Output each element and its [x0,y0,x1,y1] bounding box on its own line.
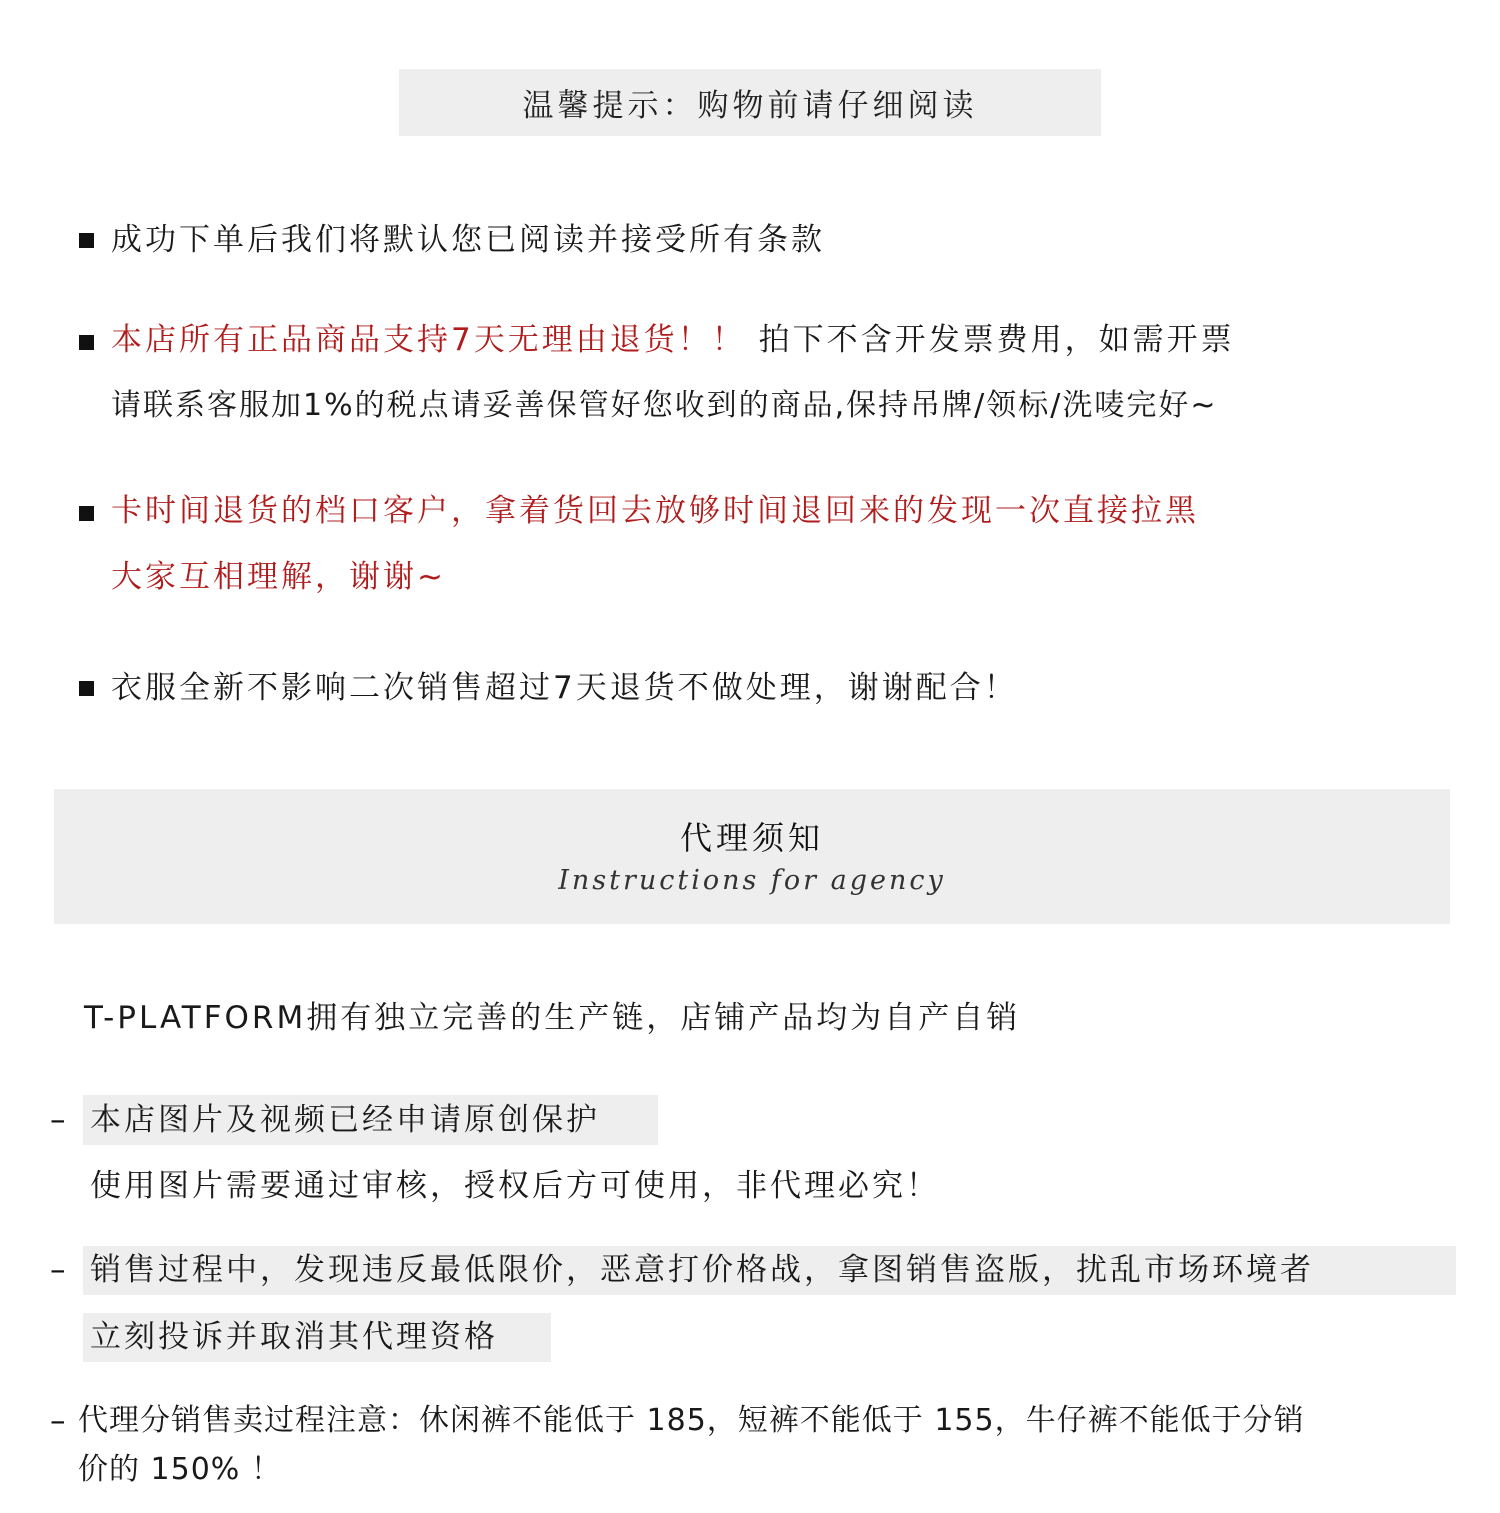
agency-item-2-line2: 立刻投诉并取消其代理资格 [90,1319,498,1355]
notice-item-3-line2: 大家互相理解，谢谢~ [111,559,446,595]
notice-title: 温馨提示：购物前请仔细阅读 [522,88,978,124]
notice-item-2-line2: 请联系客服加1%的税点请妥善保管好您收到的商品,保持吊牌/领标/洗唛完好~ [111,388,1218,423]
agency-item-1-line1: 本店图片及视频已经申请原创保护 [90,1102,600,1138]
invoice-note: 拍下不含开发票费用，如需开票 [758,322,1235,358]
notice-item-1: 成功下单后我们将默认您已阅读并接受所有条款 [111,222,825,258]
agency-subtitle: Instructions for agency [558,865,946,896]
notice-item-2-line1 [111,320,1235,360]
agency-intro: T-PLATFORM拥有独立完善的生产链，店铺产品均为自产自销 [84,1000,1021,1036]
agency-item-3-line1: 代理分销售卖过程注意：休闲裤不能低于 185，短裤不能低于 155，牛仔裤不能低于分销 [78,1403,1305,1438]
agency-item-2-line1: 销售过程中，发现违反最低限价，恶意打价格战，拿图销售盗版，扰乱市场环境者 [90,1252,1314,1288]
agency-item-3-line2: 价的 150% ！ [78,1452,282,1487]
agency-banner [54,789,1450,924]
dash-marker: – [50,1403,66,1439]
bullet-square-icon [79,233,94,248]
return-policy-highlight: 本店所有正品商品支持7天无理由退货！！ [111,322,746,358]
notice-banner [399,69,1101,136]
bullet-square-icon [79,335,94,350]
notice-item-4: 衣服全新不影响二次销售超过7天退货不做处理，谢谢配合！ [111,670,1018,706]
dash-marker: – [50,1252,66,1288]
bullet-square-icon [79,681,94,696]
bullet-square-icon [79,506,94,521]
agency-item-1-line2: 使用图片需要通过审核，授权后方可使用，非代理必究！ [90,1168,940,1204]
notice-item-3-line1: 卡时间退货的档口客户，拿着货回去放够时间退回来的发现一次直接拉黑 [111,493,1199,529]
dash-marker: – [50,1102,66,1138]
agency-title: 代理须知 [679,819,824,857]
